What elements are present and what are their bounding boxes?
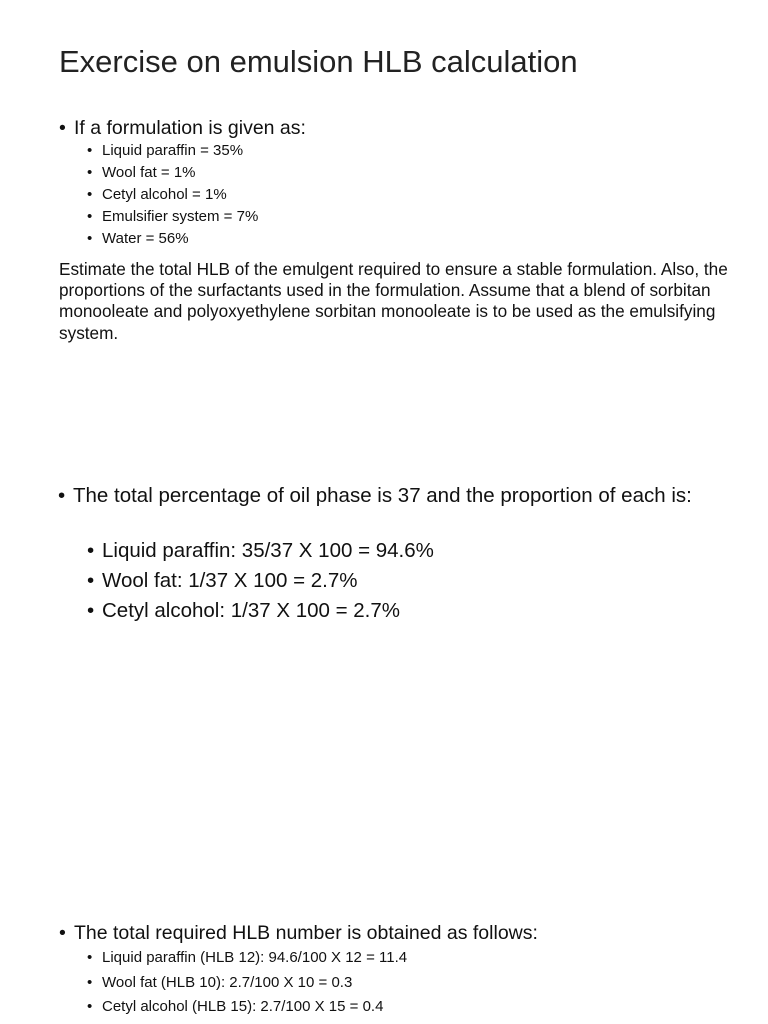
- list-item: [87, 228, 258, 250]
- list-item: [87, 566, 434, 596]
- section3-intro: [59, 921, 538, 945]
- bullet-icon: •: [59, 117, 66, 139]
- page-title: Exercise on emulsion HLB calculation: [59, 44, 578, 79]
- list-item: [87, 162, 258, 184]
- section3-intro-text: The total required HLB number is obtained as follows:: [74, 922, 538, 944]
- bullet-icon: •: [87, 973, 93, 991]
- section1-list: [87, 140, 258, 250]
- list-item-text: Cetyl alcohol (HLB 15): 2.7/100 X 15 = 0.4: [102, 998, 384, 1015]
- list-item-text: Liquid paraffin = 35%: [102, 142, 244, 159]
- section2-intro: [58, 483, 718, 509]
- list-item-text: Wool fat (HLB 10): 2.7/100 X 10 = 0.3: [102, 973, 353, 991]
- section1-intro-text: If a formulation is given as:: [74, 117, 306, 139]
- list-item: [87, 946, 407, 971]
- section1-intro: [59, 116, 306, 140]
- bullet-icon: •: [59, 922, 66, 944]
- section2-intro-text: The total percentage of oil phase is 37 and the proportion of each is:: [73, 484, 692, 507]
- bullet-icon: •: [58, 484, 66, 507]
- bullet-icon: •: [87, 569, 95, 592]
- bullet-icon: •: [87, 230, 93, 247]
- bullet-icon: •: [87, 599, 95, 622]
- bullet-icon: •: [87, 539, 95, 562]
- list-item: [87, 536, 434, 566]
- list-item-text: Liquid paraffin (HLB 12): 94.6/100 X 12 = 11.4: [102, 949, 408, 966]
- list-item-text: Water = 56%: [102, 230, 189, 247]
- list-item: [87, 596, 434, 626]
- section3-list: [87, 946, 407, 1020]
- list-item: [87, 971, 407, 996]
- bullet-icon: •: [87, 186, 93, 203]
- list-item-text: Cetyl alcohol = 1%: [102, 186, 227, 203]
- section2-list: [87, 536, 434, 626]
- exercise-paragraph: Estimate the total HLB of the emulgent required to ensure a stable formulation. Also, the proportions of the surfactants used in the formulation. Assume that a blend of sorbitan monooleate and polyoxyethylene sorbitan monooleate is to be used as the emulsifying system.: [59, 259, 728, 343]
- list-item-text: Wool fat: 1/37 X 100 = 2.7%: [102, 569, 358, 592]
- bullet-icon: •: [87, 142, 93, 159]
- bullet-icon: •: [87, 164, 93, 181]
- list-item: [87, 995, 407, 1020]
- bullet-icon: •: [87, 998, 93, 1015]
- list-item-text: Cetyl alcohol: 1/37 X 100 = 2.7%: [102, 599, 401, 622]
- list-item-text: Liquid paraffin: 35/37 X 100 = 94.6%: [102, 539, 434, 562]
- list-item-text: Emulsifier system = 7%: [102, 208, 259, 225]
- list-item-text: Wool fat = 1%: [102, 164, 196, 181]
- list-item: [87, 206, 258, 228]
- list-item: [87, 140, 258, 162]
- bullet-icon: •: [87, 208, 93, 225]
- bullet-icon: •: [87, 949, 93, 966]
- list-item: [87, 184, 258, 206]
